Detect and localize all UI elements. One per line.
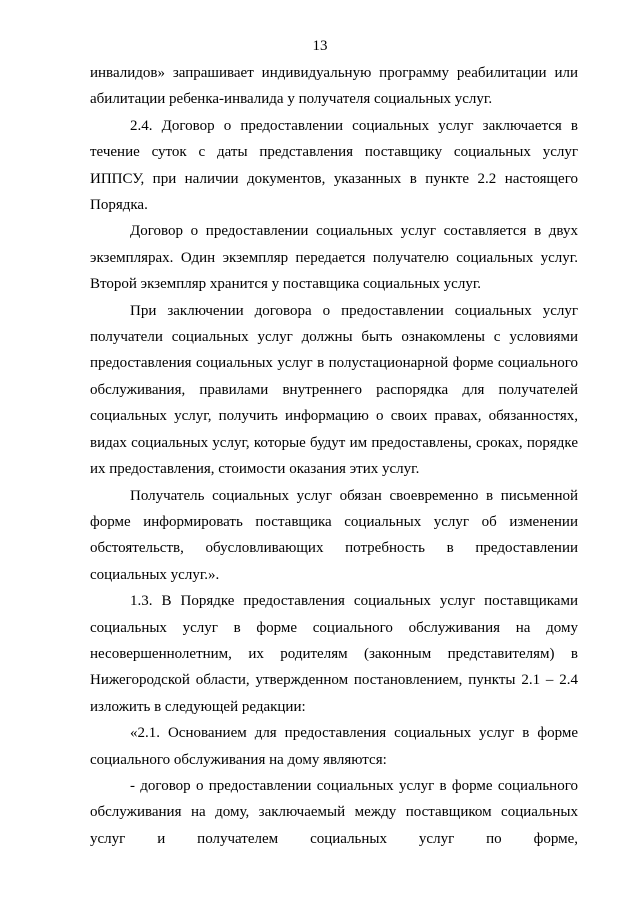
paragraph-1-3: 1.3. В Порядке предоставления социальных услуг поставщиками социальных услуг в форме социального обслуживания на дому несовершеннолетним, их родителям (законным представителям) в Нижегородской области, утвержденном постановлением, пункты 2.1 – 2.4 изложить в следующей редакции: bbox=[90, 593, 578, 715]
paragraph-contract-familiarization: При заключении договора о предоставлении социальных услуг получатели социальных услуг должны быть ознакомлены с условиями предоставления социальных услуг в полустационарной форме социального обслуживания, правилами внутреннего распорядка для получателей социальных услуг, получить информацию о своих правах, обязанностях, видах социальных услуг, которые будут им предоставлены, сроках, порядке их предоставления, стоимости оказания этих услуг. bbox=[90, 302, 578, 478]
list-item-contract: - договор о предоставлении социальных услуг в форме социального обслуживания на дому, заключаемый между поставщиком социальных услуг и получателем социальных услуг по форме, bbox=[90, 777, 578, 847]
page-number: 13 bbox=[312, 38, 328, 54]
paragraph-2-1: «2.1. Основанием для предоставления социальных услуг в форме социального обслуживания на дому являются: bbox=[90, 725, 578, 768]
paragraph-2-4: 2.4. Договор о предоставлении социальных услуг заключается в течение суток с даты представления поставщику социальных услуг ИППСУ, при наличии документов, указанных в пункте 2.2 настоящего Порядка. bbox=[90, 117, 578, 214]
paragraph-recipient-obligation: Получатель социальных услуг обязан своевременно в письменной форме информировать поставщика социальных услуг об изменении обстоятельств, обусловливающих потребность в предоставлении социальных услуг.». bbox=[90, 487, 578, 583]
paragraph-contract-copies: Договор о предоставлении социальных услуг составляется в двух экземплярах. Один экземпляр передается получателю социальных услуг. Второй экземпляр хранится у поставщика социальных услуг. bbox=[90, 223, 578, 293]
document-body bbox=[90, 60, 578, 852]
paragraph-continuation: инвалидов» запрашивает индивидуальную программу реабилитации или абилитации ребенка-инвалида у получателя социальных услуг. bbox=[90, 65, 578, 108]
